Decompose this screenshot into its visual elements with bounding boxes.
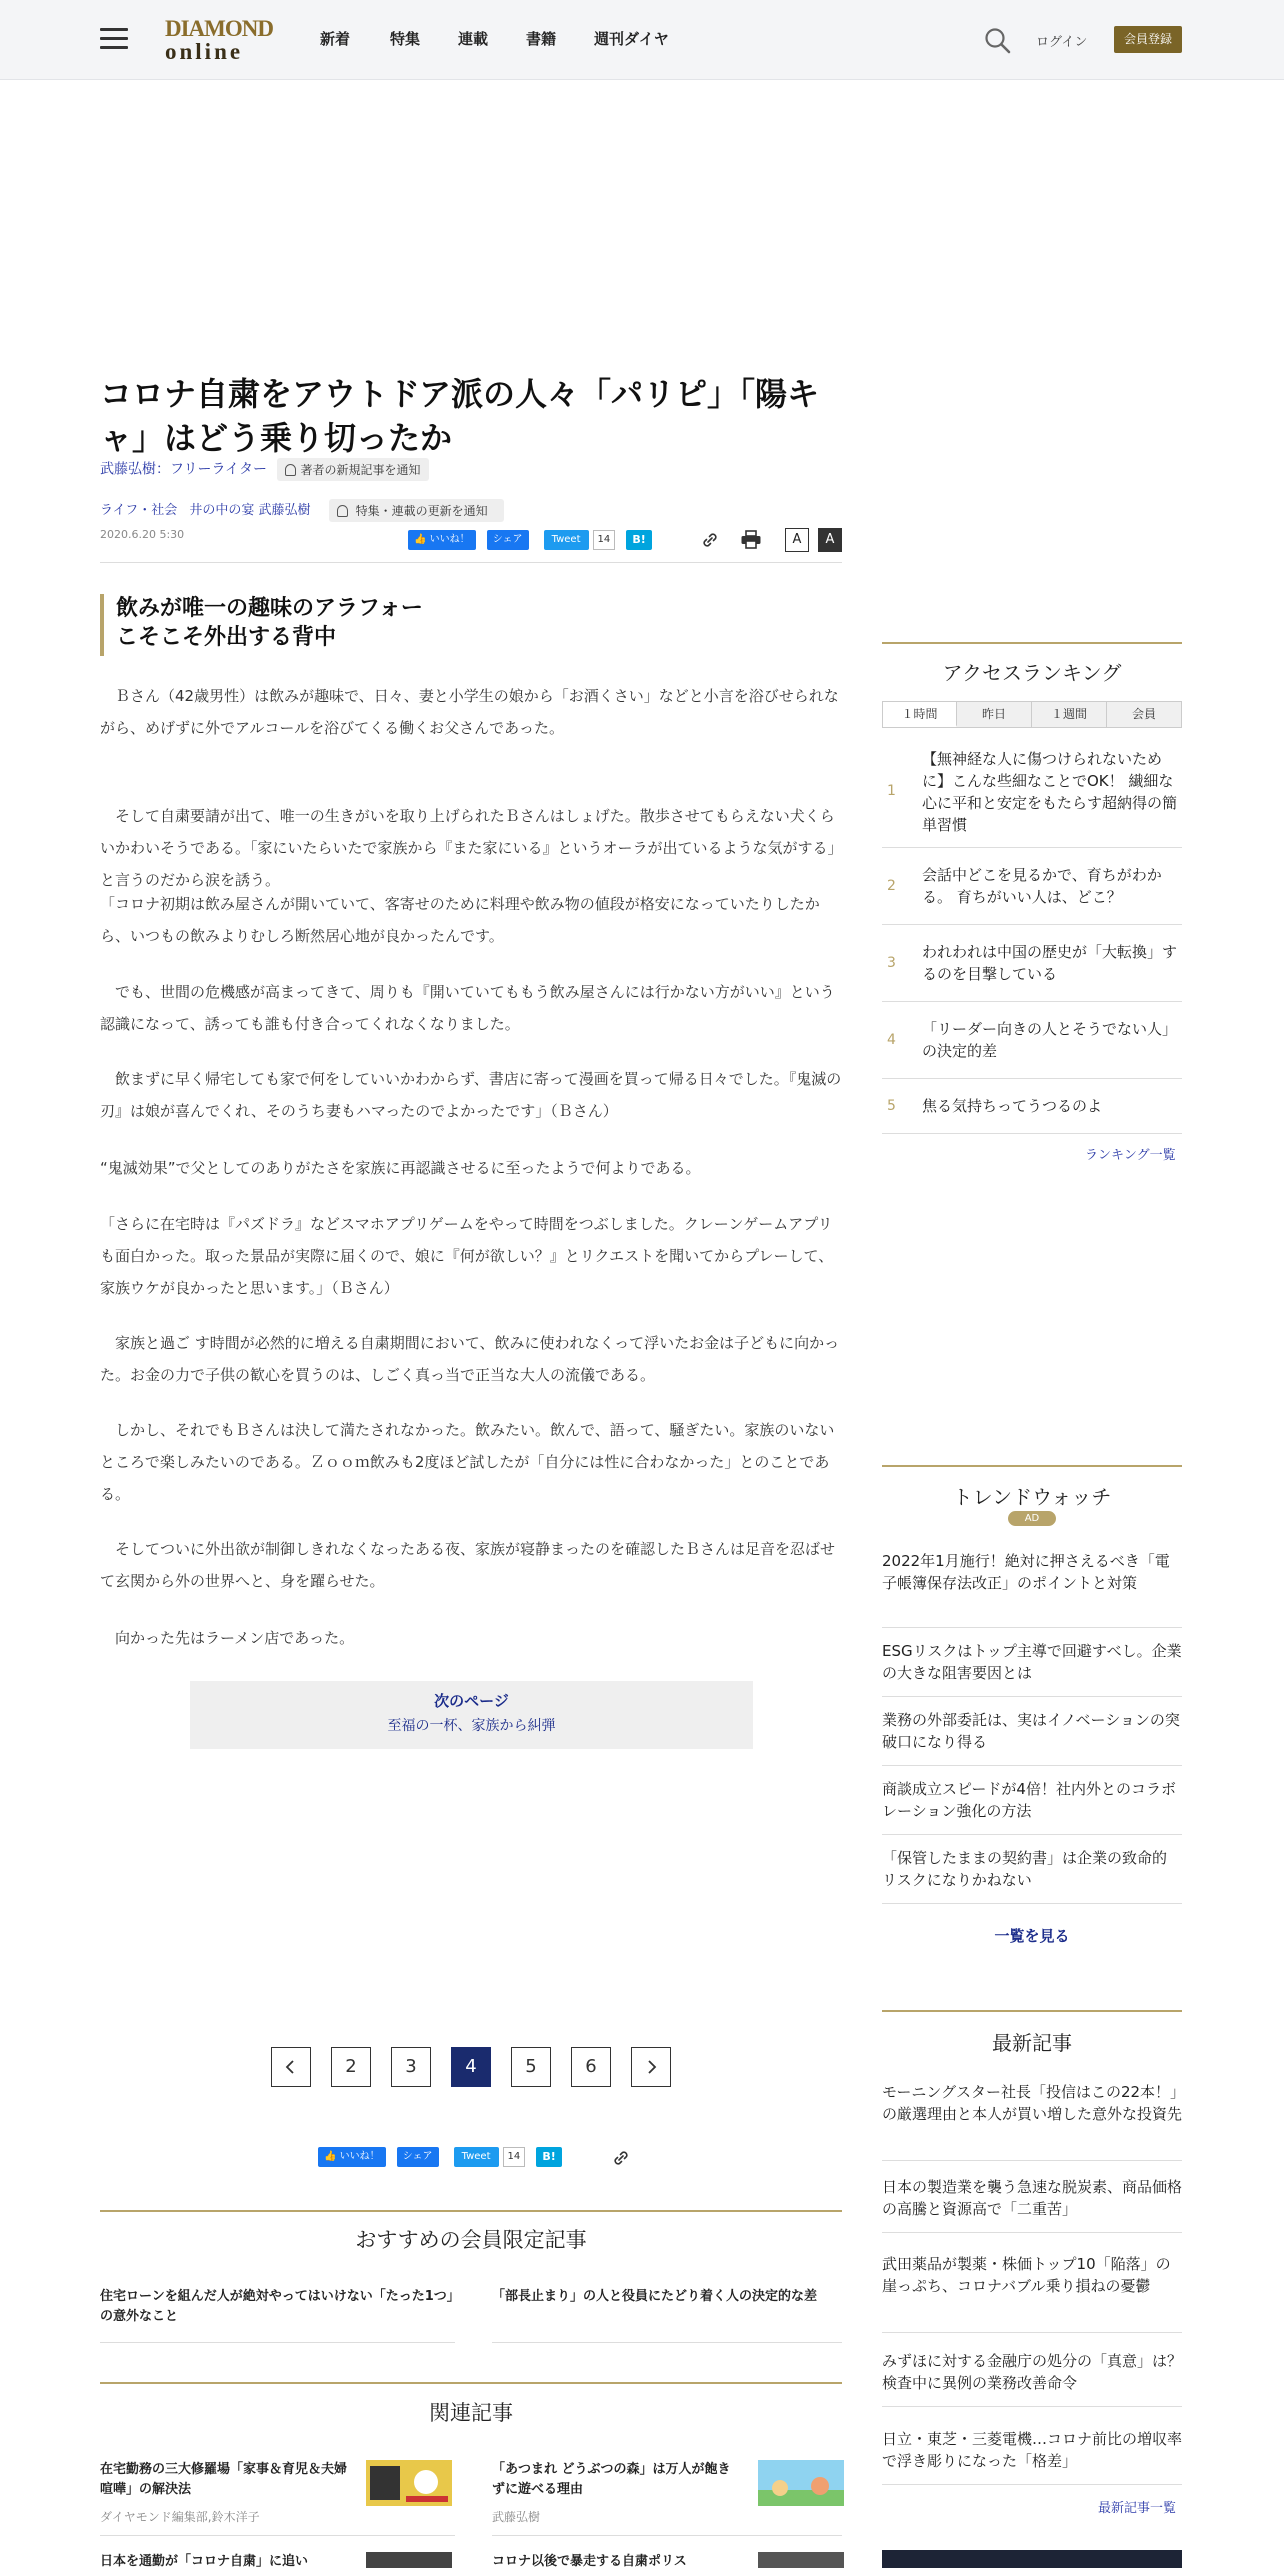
font-size-large-button[interactable]: A bbox=[818, 528, 842, 552]
author-notify-button[interactable] bbox=[277, 458, 428, 481]
ranking-tabs bbox=[882, 701, 1182, 728]
bell-icon bbox=[285, 464, 296, 476]
related-item-author: 武藤弘樹 bbox=[492, 2510, 541, 2524]
latest-more-link[interactable]: 最新記事一覧 bbox=[1098, 2501, 1177, 2516]
related-item-title[interactable]: 「あつまれ どうぶつの森」は万人が飽きずに遊べる理由 bbox=[492, 2462, 731, 2497]
related-item-title[interactable]: 日本を通勤が「コロナ自粛」に追い bbox=[100, 2554, 309, 2568]
nav-feature[interactable]: 特集 bbox=[390, 30, 421, 48]
recommended-title: おすすめの会員限定記事 bbox=[355, 2228, 587, 2252]
section-rule bbox=[882, 642, 1182, 644]
trend-more-button[interactable]: 一覧を見る bbox=[994, 1927, 1070, 1945]
body-paragraph: Ｂさん（42歳男性）は飲みが趣味で、日々、妻と小学生の娘から「お酒くさい」などと小言を浴びせられながら、めげずに外でアルコールを浴びてくる働くお父さんであった。 bbox=[100, 687, 839, 737]
rank-number: 5 bbox=[887, 1098, 896, 1114]
login-link[interactable]: ログイン bbox=[1036, 35, 1088, 50]
next-page-link[interactable] bbox=[190, 1681, 753, 1749]
tab-1week[interactable]: １週間 bbox=[1032, 702, 1107, 727]
body-paragraph: そして自粛要請が出て、唯一の生きがいを取り上げられたＢさんはしょげた。散歩させてもらえない犬くらいかわいそうである。「家にいたらいたで家族から『また家にいる』というオーラが出ているような気がする」と言うのだから涙を誘う。 bbox=[100, 807, 836, 889]
subhead-line2: こそこそ外出する背中 bbox=[116, 625, 337, 650]
subhead-line1: 飲みが唯一の趣味のアラフォー bbox=[116, 596, 423, 621]
ranking-item[interactable] bbox=[882, 1002, 1182, 1079]
latest-item[interactable]: モーニングスター社長「投信はこの22本！」の厳選理由と本人が買い増した意外な投資先 bbox=[882, 2081, 1182, 2161]
latest-item[interactable]: みずほに対する金融庁の処分の「真意」は？検査中に異例の業務改善命令 bbox=[882, 2350, 1182, 2407]
tweet-button[interactable]: Tweet bbox=[454, 2147, 499, 2167]
like-button[interactable]: 👍 いいね！ bbox=[408, 530, 476, 550]
divider bbox=[100, 562, 842, 563]
category-link[interactable]: ライフ・社会 bbox=[100, 503, 178, 518]
banner-image[interactable] bbox=[882, 2550, 1182, 2568]
tweet-count: 14 bbox=[503, 2147, 526, 2167]
author-notify-label: 著者の新規記事を通知 bbox=[300, 463, 421, 477]
fb-share-button[interactable]: シェア bbox=[487, 530, 529, 550]
body-paragraph: 向かった先はラーメン店であった。 bbox=[100, 1629, 355, 1647]
hatena-button[interactable]: B! bbox=[536, 2147, 561, 2167]
related-thumbnail[interactable] bbox=[366, 2552, 452, 2568]
bell-icon bbox=[337, 505, 348, 517]
section-rule bbox=[100, 2210, 842, 2212]
logo-line2: online bbox=[165, 39, 244, 64]
divider bbox=[492, 2342, 842, 2343]
trend-item[interactable]: 商談成立スピードが4倍！社内外とのコラボレーション強化の方法 bbox=[882, 1778, 1182, 1835]
chevron-left-icon bbox=[283, 2059, 299, 2075]
page-6-button[interactable]: 6 bbox=[571, 2047, 611, 2087]
series-notify-button[interactable] bbox=[329, 499, 504, 522]
next-page-button[interactable] bbox=[631, 2047, 671, 2087]
series-notify-label: 特集・連載の更新を通知 bbox=[355, 504, 488, 518]
ranking-item[interactable] bbox=[882, 1079, 1182, 1134]
body-paragraph: 「コロナ初期は飲み屋さんが開いていて、客寄せのために料理や飲み物の値段が格安になっていたりしたから、いつもの飲みよりむしろ断然居心地が良かったんです。 bbox=[100, 895, 820, 945]
print-icon[interactable] bbox=[740, 530, 762, 550]
nav-new[interactable]: 新着 bbox=[320, 30, 351, 48]
share-bar-top bbox=[408, 530, 652, 550]
rank-title: 【無神経な人に傷つけられないために】こんな些細なことでOK！ 繊細な心に平和と安定をもたらす超納得の簡単習慣 bbox=[922, 750, 1178, 834]
author-line bbox=[100, 458, 429, 481]
nav-series[interactable]: 連載 bbox=[458, 30, 489, 48]
series-link[interactable]: 井の中の宴 武藤弘樹 bbox=[189, 503, 311, 518]
page-2-button[interactable]: 2 bbox=[331, 2047, 371, 2087]
divider bbox=[100, 2342, 455, 2343]
rank-title: われわれは中国の歴史が「大転換」するのを目撃している bbox=[922, 943, 1178, 983]
nav-books[interactable]: 書籍 bbox=[526, 30, 557, 48]
recommended-item[interactable]: 住宅ローンを組んだ人が絶対やってはいけない「たった1つ」の意外なこと bbox=[100, 2289, 454, 2324]
rank-number: 3 bbox=[887, 955, 896, 971]
related-title: 関連記事 bbox=[429, 2401, 513, 2425]
body-paragraph: そしてついに外出欲が制御しきれなくなったある夜、家族が寝静まったのを確認したＢさんは足音を忍ばせて玄関から外の世界へと、身を躍らせた。 bbox=[100, 1540, 836, 1590]
link-copy-icon[interactable] bbox=[611, 2148, 631, 2168]
latest-item[interactable]: 日本の製造業を襲う急速な脱炭素、商品価格の高騰と資源高で「二重苦」 bbox=[882, 2176, 1182, 2233]
tab-1hour[interactable]: １時間 bbox=[883, 702, 957, 727]
chevron-right-icon bbox=[643, 2059, 659, 2075]
rank-title: 「リーダー向きの人とそうでない人」の決定的差 bbox=[922, 1020, 1178, 1060]
like-label: いいね！ bbox=[339, 2151, 380, 2162]
body-paragraph: “鬼滅効果”で父としてのありがたさを家族に再認識させるに至ったようで何よりである。 bbox=[100, 1159, 701, 1177]
ranking-item[interactable] bbox=[882, 925, 1182, 1002]
related-thumbnail[interactable] bbox=[758, 2552, 844, 2568]
section-rule bbox=[882, 2010, 1182, 2012]
body-paragraph: しかし、それでもＢさんは決して満たされなかった。飲みたい。飲んで、語って、騒ぎたい。家族のいないところで楽しみたいのである。Ｚｏｏｍ飲みも2度ほど試したが「自分には性に合わなかった」とのことである。 bbox=[100, 1421, 835, 1503]
body-paragraph: 「さらに在宅時は『パズドラ』などスマホアプリゲームをやって時間をつぶしました。クレーンゲームアプリも面白かった。取った景品が実際に届くので、娘に『何が欲しい？』とリクエストを聞いてからプレーして、家族ウケが良かったと思います。」（Ｂさん） bbox=[100, 1215, 834, 1297]
trend-item[interactable]: ESGリスクはトップ主導で回避すべし。企業の大きな阻害要因とは bbox=[882, 1640, 1182, 1697]
next-page-title: 至福の一杯、家族から糾弾 bbox=[387, 1718, 556, 1734]
tab-members[interactable]: 会員 bbox=[1131, 707, 1156, 721]
rank-number: 2 bbox=[887, 878, 896, 894]
latest-item[interactable]: 日立・東芝・三菱電機…コロナ前比の増収率で浮き彫りになった「格差」 bbox=[882, 2428, 1182, 2485]
related-thumbnail[interactable] bbox=[758, 2460, 844, 2506]
related-thumbnail[interactable] bbox=[366, 2460, 452, 2506]
logo-line1: DIAMOND bbox=[165, 16, 273, 41]
link-copy-icon[interactable] bbox=[700, 530, 720, 550]
section-rule bbox=[100, 2382, 842, 2384]
latest-item[interactable]: 武田薬品が製薬・株価トップ10「陥落」の崖っぷち、コロナバブル乗り損ねの憂鬱 bbox=[882, 2253, 1182, 2333]
ranking-more-link[interactable]: ランキング一覧 bbox=[1085, 1148, 1176, 1163]
divider bbox=[100, 2535, 455, 2536]
tweet-count: 14 bbox=[593, 530, 616, 550]
share-bar-bottom bbox=[318, 2147, 562, 2167]
ranking-item[interactable] bbox=[882, 740, 1182, 848]
page-4-button[interactable]: 4 bbox=[451, 2047, 491, 2087]
body-paragraph: でも、世間の危機感が高まってきて、周りも『開いていてももう飲み屋さんには行かない方がいい』という認識になって、誘っても誰も付き合ってくれなくなりました。 bbox=[100, 983, 835, 1033]
page-3-button[interactable]: 3 bbox=[391, 2047, 431, 2087]
article-subhead bbox=[100, 594, 480, 656]
prev-page-button[interactable] bbox=[271, 2047, 311, 2087]
site-logo[interactable] bbox=[165, 17, 275, 65]
tab-yesterday[interactable]: 昨日 bbox=[957, 702, 1032, 727]
nav-weekly[interactable]: 週刊ダイヤ bbox=[594, 30, 669, 48]
latest-title: 最新記事 bbox=[992, 2031, 1072, 2055]
rank-number: 4 bbox=[887, 1032, 896, 1048]
trend-title: トレンドウォッチ bbox=[952, 1485, 1112, 1509]
category-line bbox=[100, 499, 512, 522]
like-button[interactable]: 👍 いいね！ bbox=[318, 2147, 386, 2167]
next-page-label: 次のページ bbox=[434, 1692, 509, 1710]
site-header bbox=[0, 0, 1284, 80]
menu-icon[interactable] bbox=[100, 28, 128, 50]
page-5-button[interactable]: 5 bbox=[511, 2047, 551, 2087]
publish-date: 2020.6.20 5:30 bbox=[100, 528, 185, 541]
related-item-title[interactable]: コロナ以後で暴走する自粛ポリス bbox=[492, 2554, 687, 2568]
fb-share-button[interactable]: シェア bbox=[397, 2147, 439, 2167]
body-paragraph: 家族と過ご す時間が必然的に増える自粛期間において、飲みに使われなくって浮いたお金は子どもに向かった。お金の力で子供の歓心を買うのは、しごく真っ当で正当な大人の流儀である。 bbox=[100, 1334, 840, 1384]
related-item-title[interactable]: 在宅勤務の三大修羅場「家事＆育児＆夫婦喧嘩」の解決法 bbox=[100, 2462, 348, 2497]
section-rule bbox=[882, 1465, 1182, 1467]
article-title: コロナ自粛をアウトドア派の人々「パリピ」「陽キャ」はどう乗り切ったか bbox=[100, 375, 820, 457]
trend-item[interactable]: 2022年1月施行！絶対に押さえるべき「電子帳簿保存法改正」のポイントと対策 bbox=[882, 1550, 1182, 1628]
register-button[interactable]: 会員登録 bbox=[1114, 26, 1182, 53]
author-link[interactable]: 武藤弘樹：フリーライター bbox=[100, 461, 268, 478]
body-paragraph: 飲まずに早く帰宅しても家で何をしていいかわからず、書店に寄って漫画を買って帰る日々でした。『鬼滅の刃』は娘が喜んでくれ、そのうち妻もハマったのでよかったです」（Ｂさん） bbox=[100, 1070, 842, 1120]
font-size-small-button[interactable]: A bbox=[785, 528, 809, 552]
tweet-button[interactable]: Tweet bbox=[544, 530, 589, 550]
divider bbox=[492, 2535, 842, 2536]
ranking-item[interactable] bbox=[882, 848, 1182, 925]
recommended-item[interactable]: 「部長止まり」の人と役員にたどり着く人の決定的な差 bbox=[492, 2289, 818, 2304]
search-icon[interactable] bbox=[984, 27, 1012, 55]
like-label: いいね！ bbox=[429, 534, 470, 545]
rank-number: 1 bbox=[887, 783, 896, 799]
rank-title: 焦る気持ちってうつるのよ bbox=[922, 1097, 1103, 1115]
rank-title: 会話中どこを見るかで、育ちがわかる。 育ちがいい人は、どこ？ bbox=[922, 866, 1162, 906]
trend-item[interactable]: 「保管したままの契約書」は企業の致命的リスクになりかねない bbox=[882, 1847, 1182, 1904]
hatena-button[interactable]: B! bbox=[626, 530, 651, 550]
trend-item[interactable]: 業務の外部委託は、実はイノベーションの突破口になり得る bbox=[882, 1709, 1182, 1766]
ad-badge: AD bbox=[1008, 1511, 1056, 1526]
related-item-author: ダイヤモンド編集部,鈴木洋子 bbox=[100, 2510, 260, 2524]
ranking-title: アクセスランキング bbox=[942, 661, 1122, 685]
